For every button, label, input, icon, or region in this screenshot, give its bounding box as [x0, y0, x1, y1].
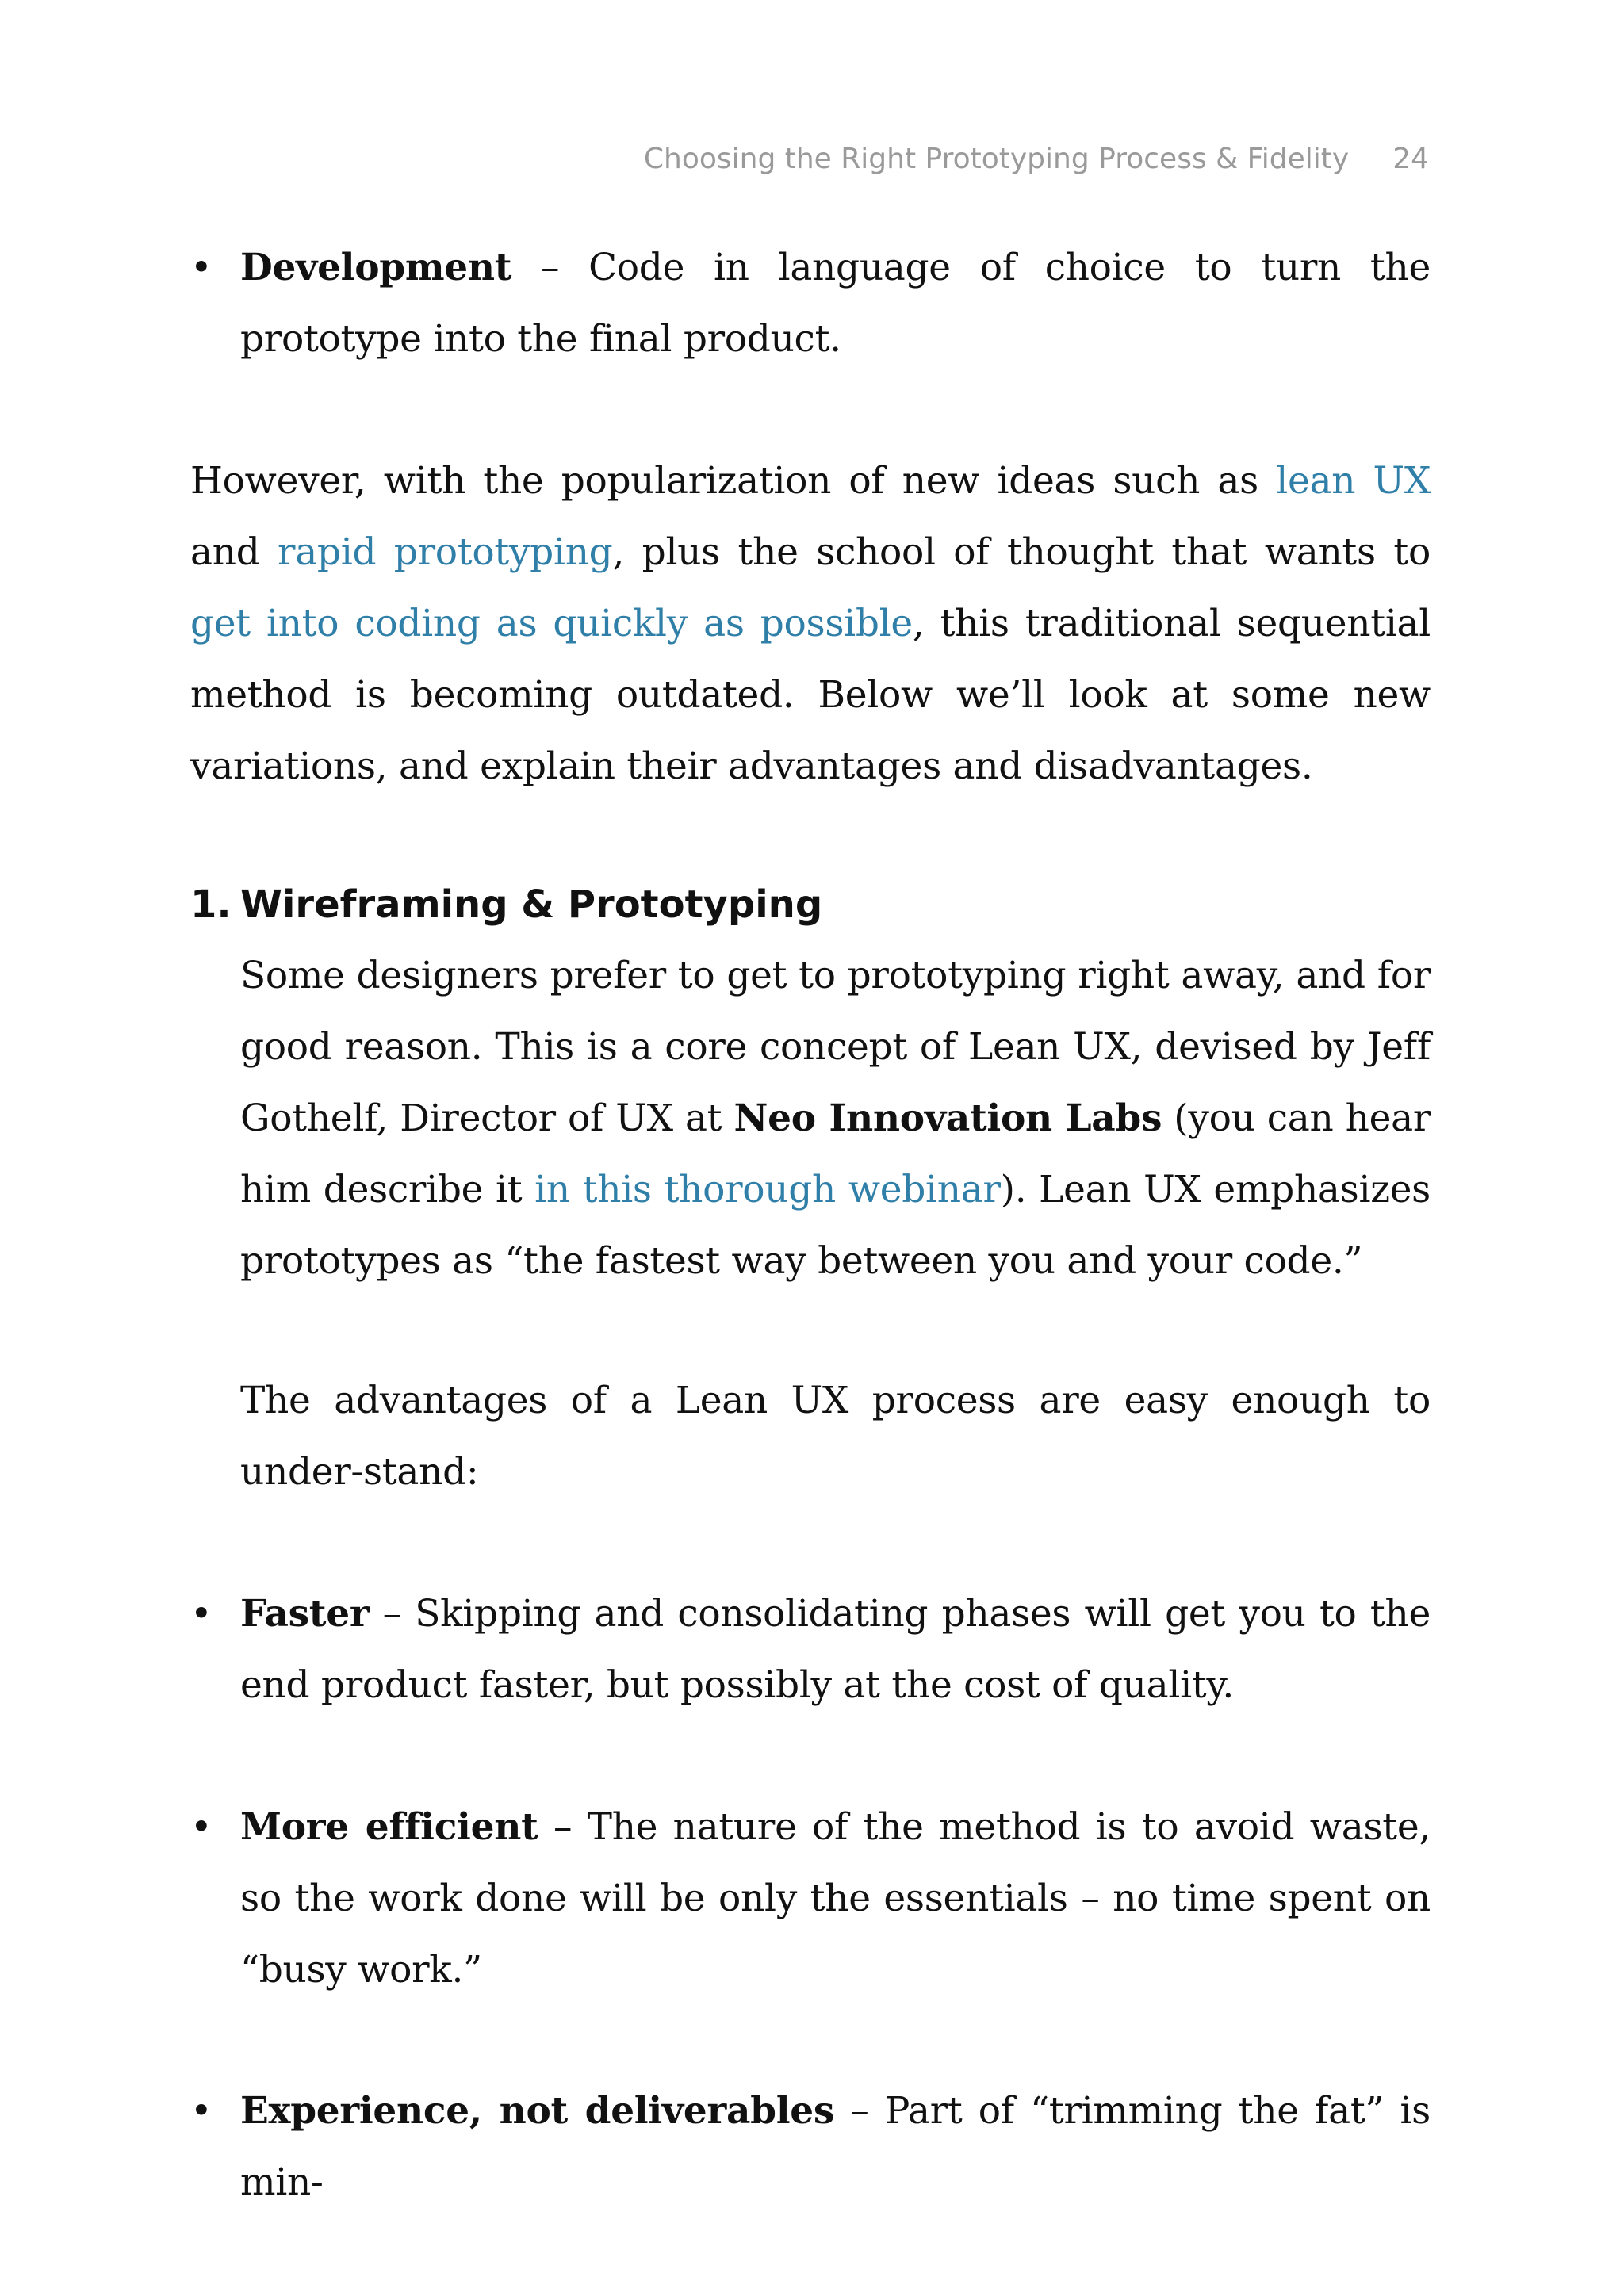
section-number: 1.	[190, 882, 232, 927]
bullet-icon: •	[190, 2089, 213, 2133]
bullet-text	[240, 1792, 1431, 2006]
section-paragraph-2	[240, 1365, 1431, 1508]
intro-text-3: , plus the school of thought that wants to	[612, 530, 1431, 574]
bullet-description: – Code in language of choice to turn the prototype into the final product.	[240, 246, 1431, 361]
intro-text-4: , this traditional sequential method is becoming outdated. Below we’ll look at some new variations, and explain their advantages and disadvantages.	[190, 602, 1431, 788]
link-get-into-coding[interactable]: get into coding as quickly as possible	[190, 602, 913, 645]
running-header	[644, 143, 1429, 175]
link-lean-ux[interactable]: lean UX	[1276, 459, 1431, 503]
bullet-description: – The nature of the method is to avoid waste, so the work done will be only the essentials – no time spent on “busy work.”	[240, 1805, 1431, 1992]
section-paragraph-1	[240, 940, 1431, 1297]
link-rapid-prototyping[interactable]: rapid prototyping	[278, 530, 613, 574]
section-text-3: ). Lean UX emphasizes prototypes as “the fastest way between you and your code.”	[240, 1168, 1431, 1283]
running-title: Choosing the Right Prototyping Process & Fidelity	[643, 143, 1350, 175]
section-heading	[190, 869, 1431, 940]
intro-paragraph	[190, 446, 1431, 802]
bullet-description: – Skipping and consolidating phases will get you to the end product faster, but possibly at the cost of quality.	[240, 1592, 1431, 1707]
bullet-icon: •	[190, 246, 213, 289]
bullet-icon: •	[190, 1592, 213, 1636]
bullet-text	[240, 2076, 1431, 2218]
page-number: 24	[1392, 143, 1429, 175]
intro-text-2: and	[190, 530, 278, 574]
bullet-term: More efficient	[240, 1805, 538, 1849]
bullet-term: Development	[240, 246, 512, 289]
bullet-term: Faster	[240, 1592, 370, 1636]
bullet-text	[240, 232, 1431, 375]
section-text-1: Some designers prefer to get to prototyping right away, and for good reason. This is a core concept of Lean UX, devised by Jeff Gothelf, Director of UX at	[240, 954, 1431, 1140]
company-name: Neo Innovation Labs	[733, 1096, 1162, 1140]
section-title: Wireframing & Prototyping	[240, 882, 823, 927]
bullet-description: – Part of “trimming the fat” is min-	[240, 2089, 1431, 2204]
bullet-icon: •	[190, 1805, 213, 1849]
section-text-2: (you can hear him describe it	[240, 1096, 1431, 1211]
section-text-4: The advantages of a Lean UX process are easy enough to under-stand:	[240, 1379, 1431, 1494]
bullet-text	[240, 1578, 1431, 1721]
bullet-term: Experience, not deliverables	[240, 2089, 835, 2133]
intro-text-1: However, with the popularization of new ideas such as	[190, 459, 1277, 503]
link-webinar[interactable]: in this thorough webinar	[534, 1168, 1001, 1211]
